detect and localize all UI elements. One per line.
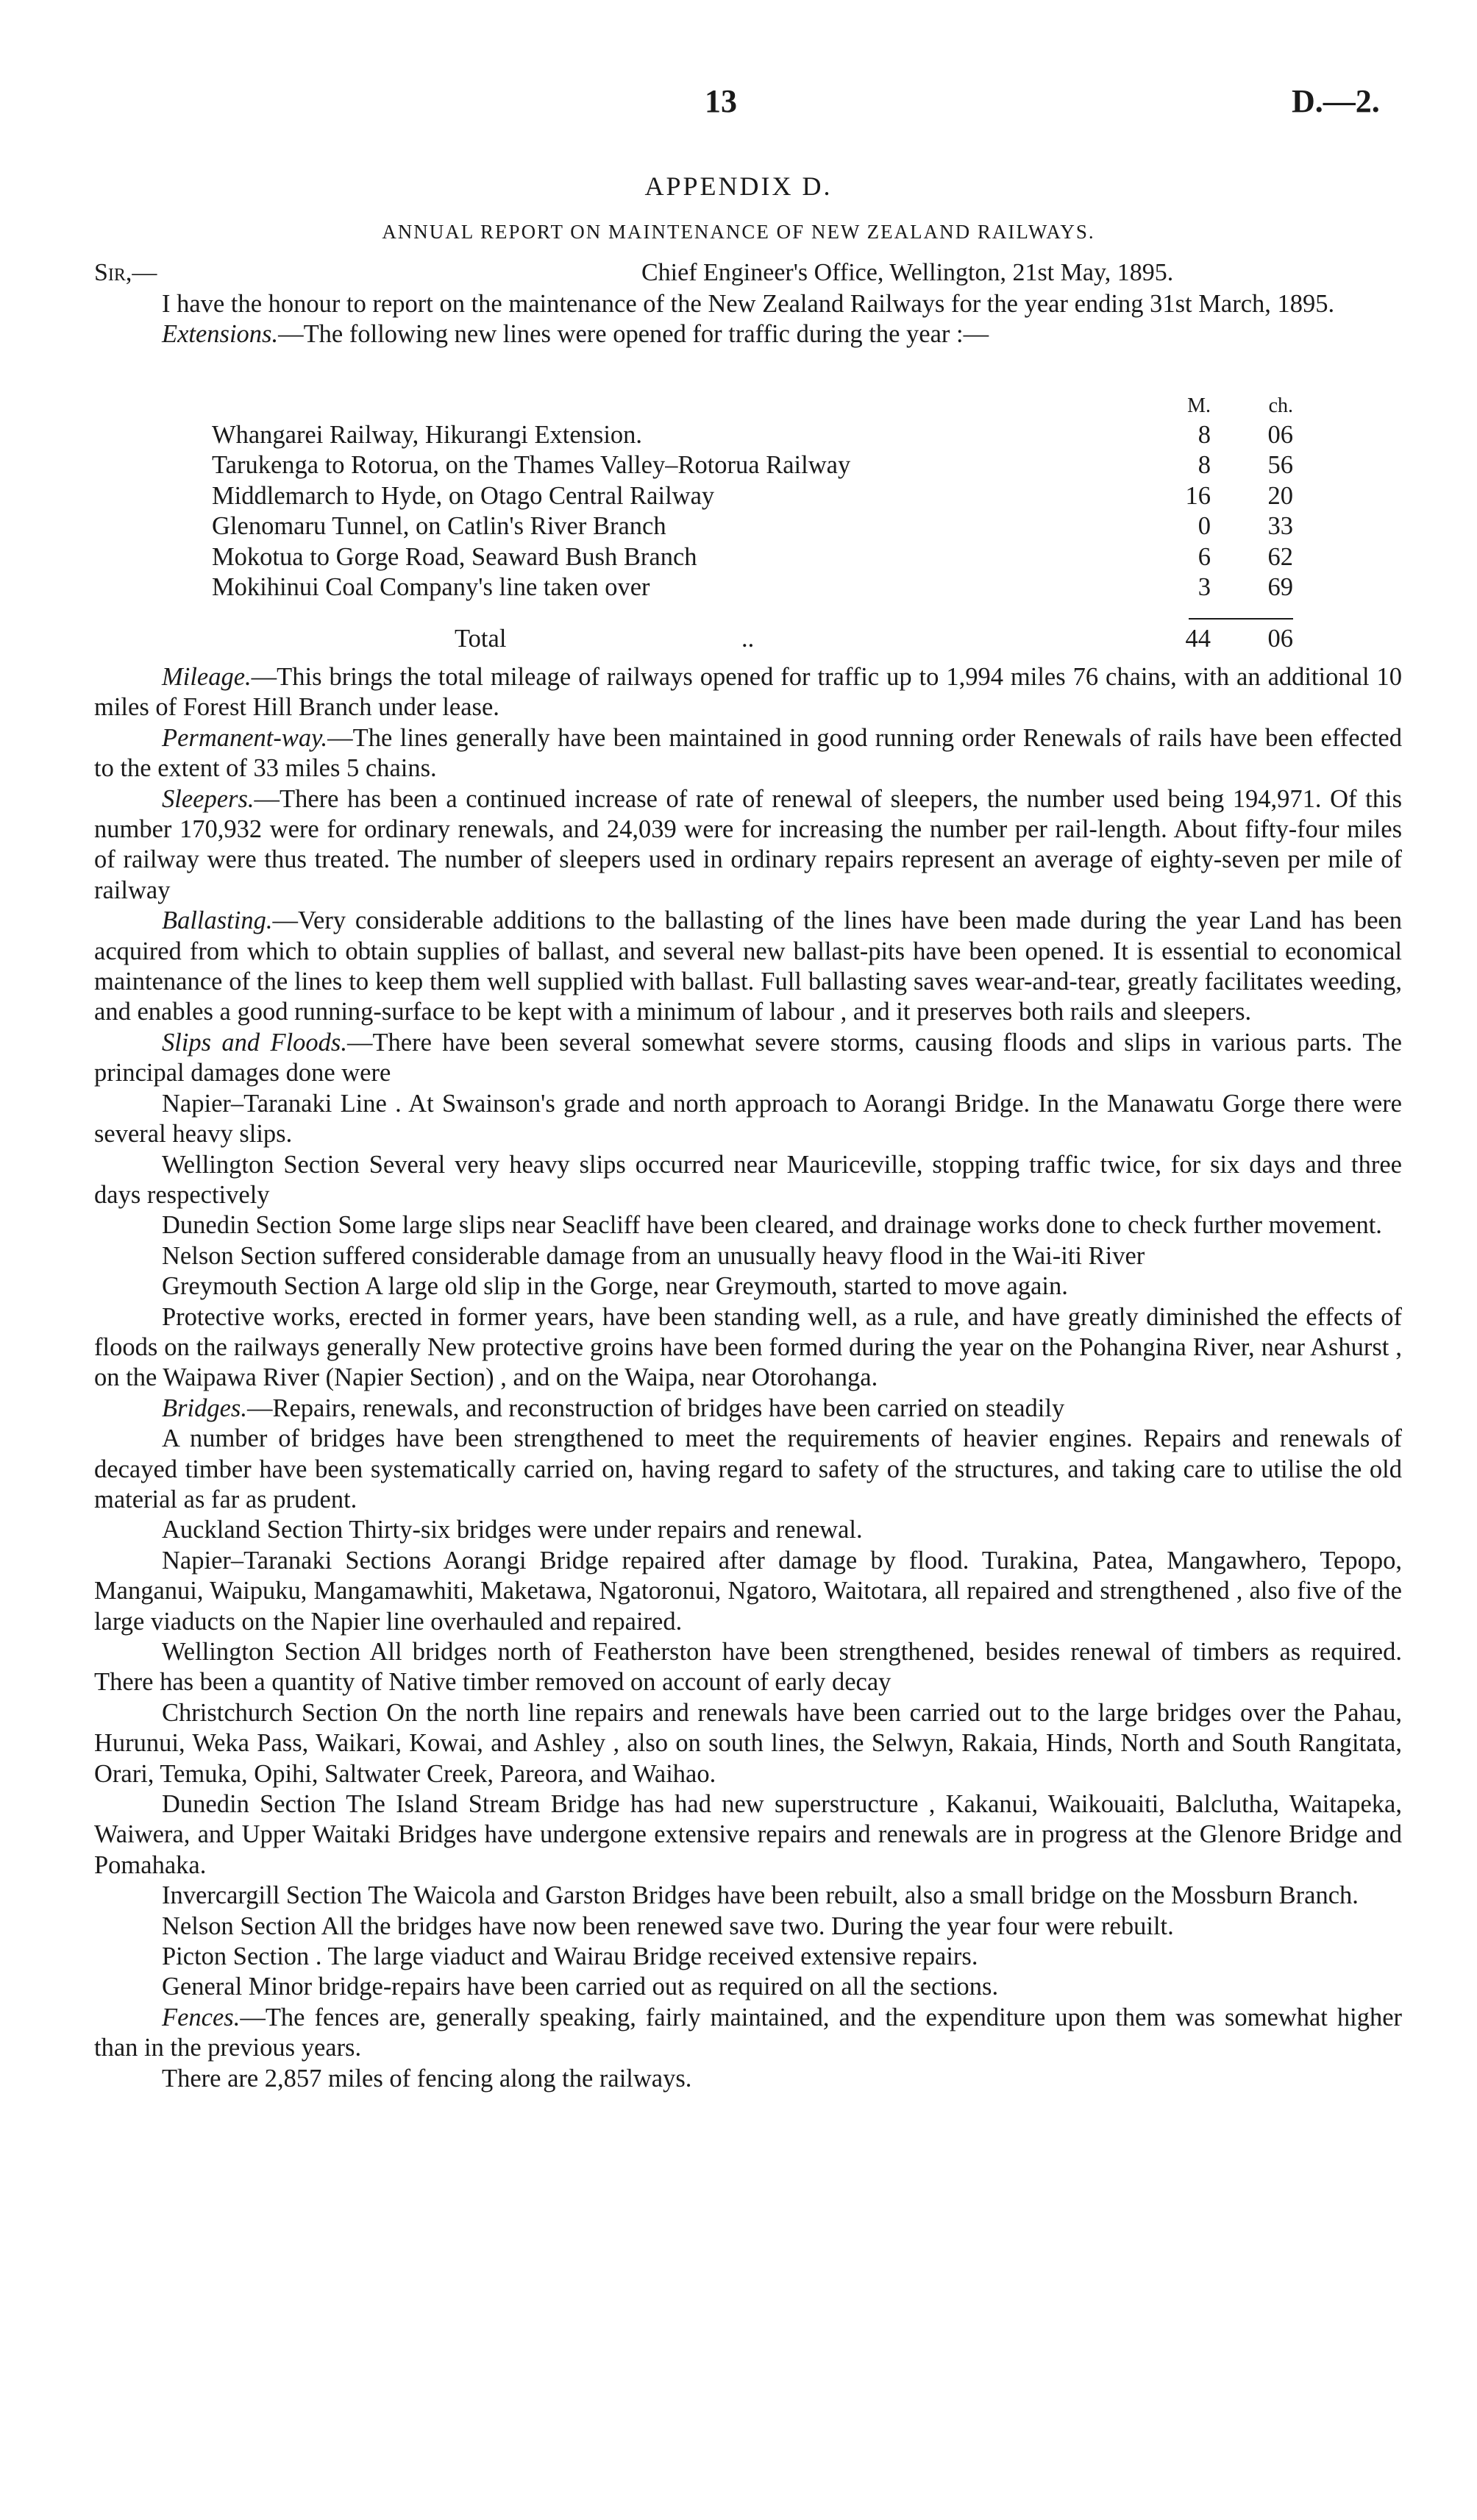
body-paragraph — [94, 2003, 1402, 2064]
paragraph-text: Dunedin Section The Island Stream Bridge has had new superstructure , Kakanui, Waikouaiti, Balclutha, Waitapeka, Waiwera, and Upper Waitaki Bridges have undergone extensive repairs and renewals are in progress at the Glenore Bridge and Pomahaka. — [94, 1790, 1402, 1879]
body-paragraph — [94, 1546, 1402, 1637]
body-paragraph — [94, 1942, 1402, 1972]
chains-value: 69 — [1267, 572, 1293, 601]
paragraph-text: Napier–Taranaki Line . At Swainson's grade and north approach to Aorangi Bridge. In the Manawatu Gorge there were several heavy slips. — [94, 1089, 1402, 1149]
paragraph-text: General Minor bridge-repairs have been carried out as required on all the sections. — [162, 1973, 999, 2001]
body-paragraph — [94, 2064, 1402, 2094]
table-row — [212, 481, 1293, 511]
extensions-table — [212, 392, 1293, 603]
miles-value: 16 — [1185, 481, 1211, 510]
table-row — [212, 420, 1293, 450]
line-name: Middlemarch to Hyde, on Otago Central Railway — [212, 481, 715, 510]
paragraph-text: Dunedin Section Some large slips near Seacliff have been cleared, and drainage works done to check further movement. — [162, 1211, 1382, 1240]
paragraph-text: —This brings the total mileage of railways opened for traffic up to 1,994 miles 76 chains, with an additional 10 miles of Forest Hill Branch under lease. — [94, 663, 1402, 722]
line-name: Tarukenga to Rotorua, on the Thames Valley–Rotorua Railway — [212, 451, 851, 480]
section-heading: Slips and Floods. — [162, 1028, 347, 1057]
total-chains: 06 — [1267, 625, 1293, 653]
body-paragraph — [94, 1698, 1402, 1789]
miles-value: 8 — [1197, 421, 1211, 449]
extensions-heading: Extensions. — [162, 320, 279, 349]
paragraph-text: —Repairs, renewals, and reconstruction of bridges have been carried on steadily — [246, 1394, 1065, 1422]
body-paragraph — [94, 1515, 1402, 1545]
miles-value: 3 — [1197, 572, 1211, 601]
col-header-chains: ch. — [1268, 394, 1293, 417]
document-reference: D.—2. — [1292, 83, 1380, 119]
line-name: Mokihinui Coal Company's line taken over — [212, 572, 650, 601]
extensions-column-headers — [212, 392, 1293, 420]
line-name: Glenomaru Tunnel, on Catlin's River Branch — [212, 512, 666, 541]
miles-value: 8 — [1197, 451, 1211, 480]
total-miles: 44 — [1185, 625, 1211, 653]
paragraph-text: A number of bridges have been strengthened to meet the requirements of heavier engines. Repairs and renewals of decayed timber have been systematically carried on, having regard to safety of the structures, and taking care to utilise the old material as far as prudent. — [94, 1424, 1402, 1513]
body-paragraph — [94, 1394, 1402, 1424]
body-paragraph — [94, 1210, 1402, 1241]
paragraph-text: Invercargill Section The Waicola and Garston Bridges have been rebuilt, also a small bridge on the Mossburn Branch. — [162, 1881, 1359, 1910]
page-number: 13 — [705, 83, 737, 119]
chains-value: 62 — [1267, 542, 1293, 571]
paragraph-text: Napier–Taranaki Sections Aorangi Bridge repaired after damage by flood. Turakina, Patea, Mangawhero, Tepopo, Manganui, Waipuku, Mangamawhiti, Maketawa, Ngatoronui, Ngatoro, Waitotara, all repaired and strengthened , also five of the large viaducts on the Napier line overhauled and repaired. — [94, 1546, 1402, 1636]
paragraph-text: —The lines generally have been maintained in good running order Renewals of rails have been effected to the extent of 33 miles 5 chains. — [94, 723, 1402, 783]
paragraph-text: Protective works, erected in former years, have been standing well, as a rule, and have greatly diminished the effects of floods on the railways generally New protective groins have been formed during the year on the Pohangina River, near Ashurst , on the Waipawa River (Napier Section) , and on the Waipa, near Otorohanga. — [94, 1302, 1402, 1392]
table-row — [212, 511, 1293, 542]
section-heading: Fences. — [162, 2003, 241, 2031]
body-paragraph — [94, 1271, 1402, 1302]
section-heading: Sleepers. — [162, 784, 255, 813]
paragraph-text: —The fences are, generally speaking, fairly maintained, and the expenditure upon them was somewhat higher than in the previous years. — [94, 2003, 1402, 2062]
paragraph-text: Wellington Section All bridges north of Featherston have been strengthened, besides renewal of timbers as required. There has been a quantity of Native timber removed on account of early decay — [94, 1638, 1402, 1697]
miles-value: 6 — [1197, 542, 1211, 571]
section-heading: Bridges. — [162, 1394, 247, 1422]
section-heading: Mileage. — [162, 663, 252, 691]
total-leader-dots: .. — [741, 625, 755, 653]
chains-value: 20 — [1267, 481, 1293, 510]
paragraph-text: Nelson Section suffered considerable damage from an unusually heavy flood in the Wai-iti River — [162, 1241, 1145, 1270]
paragraph-text: Christchurch Section On the north line repairs and renewals have been carried out to the large bridges over the Pahau, Hurunui, Weka Pass, Waikari, Kowai, and Ashley , also on south lines, the Selwyn, Rakaia, Hinds, North and South Rangitata, Orari, Temuka, Opihi, Saltwater Creek, Pareora, and Waihao. — [94, 1698, 1402, 1788]
section-heading: Ballasting. — [162, 906, 273, 935]
extensions-text: —The following new lines were opened for traffic during the year :— — [278, 320, 989, 349]
table-row — [212, 450, 1293, 480]
body-paragraph — [94, 1881, 1402, 1911]
body-paragraph — [94, 723, 1402, 784]
office-date-line: Chief Engineer's Office, Wellington, 21st May, 1895. — [641, 259, 1174, 286]
body-paragraph — [94, 1241, 1402, 1271]
body-paragraph — [94, 906, 1402, 1028]
extensions-total-row — [212, 624, 1293, 654]
body-paragraph — [94, 1028, 1402, 1089]
table-row — [212, 572, 1293, 603]
body-paragraph — [94, 1424, 1402, 1515]
intro-paragraph: I have the honour to report on the maintenance of the New Zealand Railways for the year ending 31st March, 1895. — [162, 290, 1335, 318]
line-name: Mokotua to Gorge Road, Seaward Bush Branch — [212, 542, 697, 571]
body-paragraph — [94, 1912, 1402, 1942]
chains-value: 06 — [1267, 421, 1293, 449]
section-heading: Permanent-way. — [162, 723, 328, 752]
body-paragraph — [94, 1150, 1402, 1211]
miles-value: 0 — [1197, 512, 1211, 541]
body-paragraph — [94, 1302, 1402, 1394]
col-header-miles: M. — [1187, 394, 1211, 417]
body-paragraph — [94, 1089, 1402, 1150]
body-paragraph — [94, 662, 1402, 723]
paragraph-text: Greymouth Section A large old slip in the Gorge, near Greymouth, started to move again. — [162, 1272, 1068, 1301]
salutation: Sir,— — [94, 259, 157, 286]
paragraph-text: —There has been a continued increase of rate of renewal of sleepers, the number used being 194,971. Of this number 170,932 were for ordinary renewals, and 24,039 were for increasing the number per rail-length. About fifty-four miles of railway were thus treated. The number of sleepers used in ordinary repairs represent an average of eighty-seven per mile of railway — [94, 784, 1402, 904]
paragraph-text: There are 2,857 miles of fencing along the railways. — [162, 2064, 692, 2093]
extensions-paragraph — [94, 319, 1402, 349]
paragraph-text: Wellington Section Several very heavy slips occurred near Mauriceville, stopping traffic twice, for six days and three days respectively — [94, 1150, 1402, 1209]
paragraph-text: —Very considerable additions to the ballasting of the lines have been made during the year Land has been acquired from which to obtain supplies of ballast, and several new ballast-pits have been opened. It is essential to economical maintenance of the lines to keep them well supplied with ballast. Full ballasting saves wear-and-tear, greatly facilitates weeding, and enables a good running-surface to be kept with a minimum of labour , and it preserves both rails and sleepers. — [94, 906, 1402, 1026]
chains-value: 56 — [1267, 451, 1293, 480]
paragraph-text: Nelson Section All the bridges have now been renewed save two. During the year four were rebuilt. — [162, 1912, 1174, 1940]
body-paragraph — [94, 1789, 1402, 1881]
report-title: ANNUAL REPORT ON MAINTENANCE OF NEW ZEALAND RAILWAYS. — [382, 221, 1095, 243]
paragraph-text: —There have been several somewhat severe storms, causing floods and slips in various parts. The principal damages done were — [94, 1028, 1402, 1087]
line-name: Whangarei Railway, Hikurangi Extension. — [212, 421, 643, 449]
body-paragraph — [94, 784, 1402, 906]
body-paragraph — [94, 1637, 1402, 1698]
intro-block — [94, 289, 1402, 350]
paragraph-text: Picton Section . The large viaduct and Wairau Bridge received extensive repairs. — [162, 1942, 978, 1971]
body-paragraph — [94, 1972, 1402, 2002]
report-body — [94, 662, 1402, 2094]
chains-value: 33 — [1267, 512, 1293, 541]
appendix-title: APPENDIX D. — [644, 171, 833, 201]
paragraph-text: Auckland Section Thirty-six bridges were under repairs and renewal. — [162, 1516, 863, 1544]
total-label: Total — [455, 625, 507, 653]
total-rule — [1189, 618, 1293, 620]
table-row — [212, 542, 1293, 572]
